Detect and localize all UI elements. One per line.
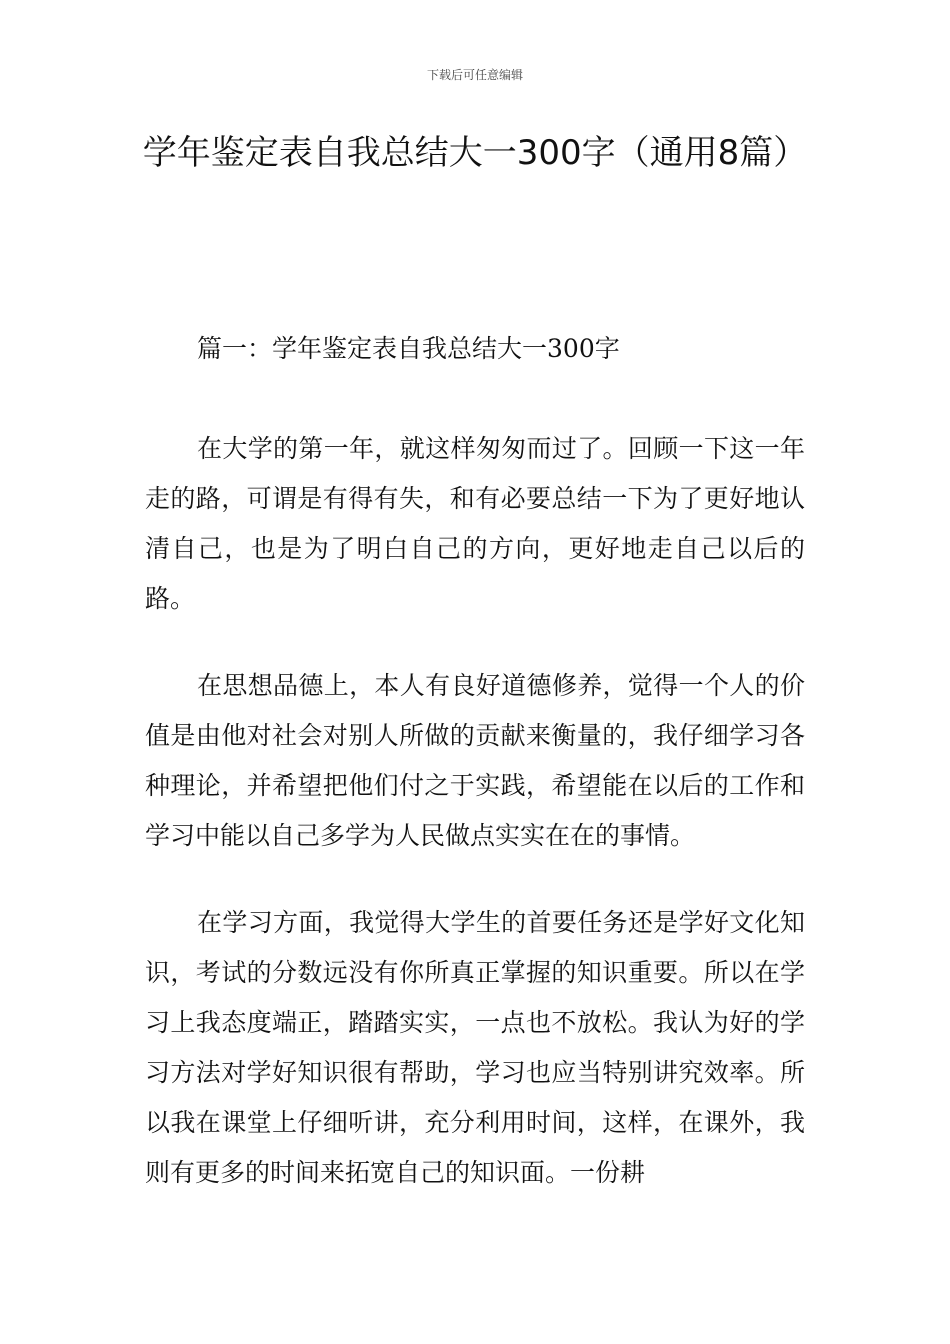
paragraph-2: 在思想品德上，本人有良好道德修养，觉得一个人的价值是由他对社会对别人所做的贡献来衡量的，我仔细学习各种理论，并希望把他们付之于实践，希望能在以后的工作和学习中能以自己多学为人民做点实实在在的事情。 xyxy=(145,671,805,850)
paragraph-3: 在学习方面，我觉得大学生的首要任务还是学好文化知识，考试的分数远没有你所真正掌握的知识重要。所以在学习上我态度端正，踏踏实实，一点也不放松。我认为好的学习方法对学好知识很有帮助，学习也应当特别讲究效率。所以我在课堂上仔细听讲，充分利用时间，这样，在课外，我则有更多的时间来拓宽自己的知识面。一份耕 xyxy=(145,908,805,1187)
section-heading: 篇一：学年鉴定表自我总结大一300字 xyxy=(197,334,620,363)
document-body xyxy=(145,324,805,1235)
paragraph-1: 在大学的第一年，就这样匆匆而过了。回顾一下这一年走的路，可谓是有得有失，和有必要总结一下为了更好地认清自己，也是为了明白自己的方向，更好地走自己以后的路。 xyxy=(145,434,805,613)
page-header-note: 下载后可任意编辑 xyxy=(426,68,523,82)
document-title: 学年鉴定表自我总结大一300字（通用8篇） xyxy=(142,133,808,173)
